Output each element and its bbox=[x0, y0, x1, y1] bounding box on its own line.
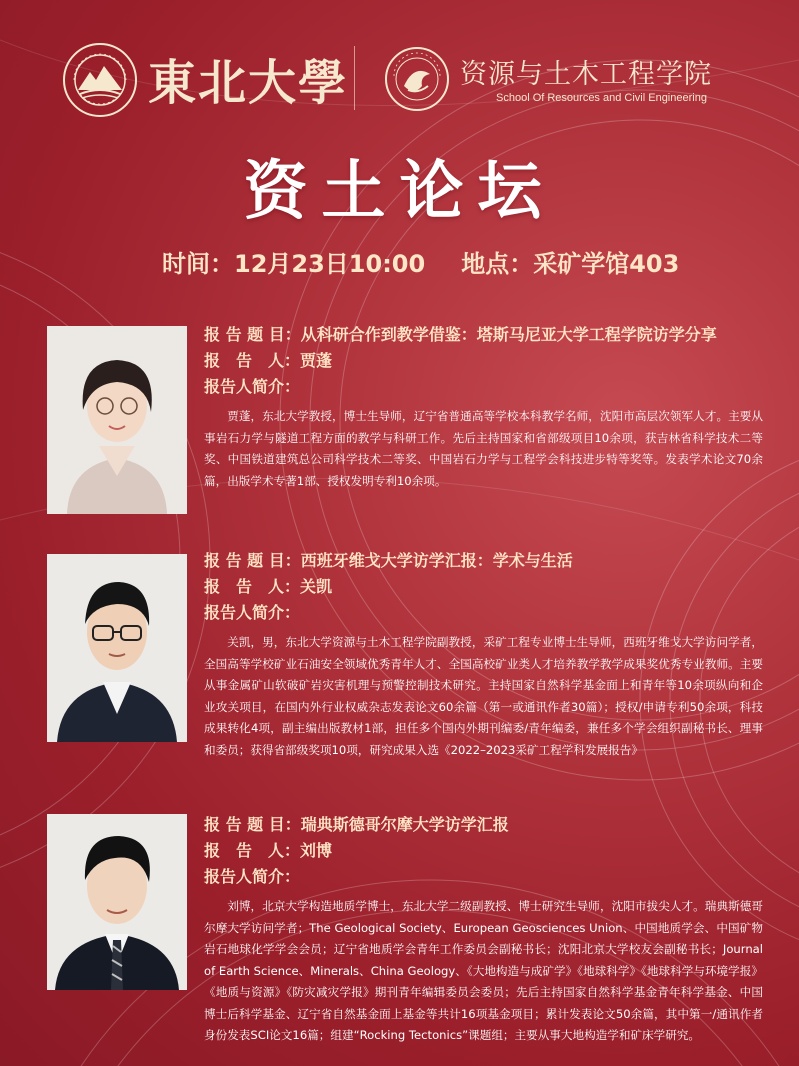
intro-label: 报告人简介： bbox=[204, 867, 301, 886]
speaker-info bbox=[204, 322, 763, 492]
speaker-label: 报 告 人： bbox=[204, 577, 301, 596]
speaker-line bbox=[204, 348, 763, 374]
intro-label: 报告人简介： bbox=[204, 377, 301, 396]
speaker-label: 报 告 人： bbox=[204, 351, 301, 370]
speaker-label: 报 告 人： bbox=[204, 841, 301, 860]
forum-title: 资土论坛 bbox=[243, 155, 556, 229]
topic-label: 报 告 题 目： bbox=[204, 325, 301, 344]
event-time: 时间：12月23日10:00 bbox=[162, 250, 426, 278]
report-topic: 西班牙维戈大学访学汇报：学术与生活 bbox=[300, 551, 573, 570]
report-topic-line bbox=[204, 322, 763, 348]
speaker-name: 贾蓬 bbox=[300, 351, 333, 370]
university-name: 東北大學 bbox=[148, 55, 349, 111]
report-topic: 从科研合作到教学借鉴：塔斯马尼亚大学工程学院访学分享 bbox=[300, 325, 717, 344]
school-logo bbox=[384, 46, 450, 112]
speaker-name: 刘博 bbox=[300, 841, 333, 860]
university-seal-logo bbox=[62, 42, 138, 118]
topic-label: 报 告 题 目： bbox=[204, 815, 301, 834]
speaker-photo bbox=[47, 814, 187, 990]
topic-label: 报 告 题 目： bbox=[204, 551, 301, 570]
report-topic-line bbox=[204, 548, 763, 574]
speaker-photo bbox=[47, 554, 187, 742]
report-topic-line bbox=[204, 812, 763, 838]
speaker-bio: 关凯，男，东北大学资源与土木工程学院副教授，采矿工程专业博士生导师，西班牙维戈大学访问学者，全国高等学校矿业石油安全领域优秀青年人才、全国高校矿业类人才培养教学教学成果奖优秀专业教师。主要从事金属矿山软破矿岩灾害机理与预警控制技术研究。主持国家自然科学基金面上和青年等10余项纵向和企业攻关项目，在国内外行业权威杂志发表论文60余篇（第一或通讯作者30篇）；授权/申请专利50余项，科技成果转化4项，副主编出版教材1部，担任多个国内外期刊编委/青年编委，兼任多个学会组织副秘书长、理事和委员；获得省部级奖项10项，研究成果入选《2022–2023采矿工程学科发展报告》 bbox=[204, 635, 763, 757]
event-info bbox=[162, 244, 679, 279]
speaker-name: 关凯 bbox=[300, 577, 333, 596]
intro-label: 报告人简介： bbox=[204, 603, 301, 622]
speaker-line bbox=[204, 838, 763, 864]
speaker-info bbox=[204, 548, 763, 761]
header-divider bbox=[354, 46, 355, 110]
speaker-line bbox=[204, 574, 763, 600]
header bbox=[62, 38, 737, 118]
event-place: 地点：采矿学馆403 bbox=[461, 250, 680, 278]
speaker-photo bbox=[47, 326, 187, 514]
school-name-en: School Of Resources and Civil Engineering bbox=[496, 92, 707, 104]
school-name-cn: 资源与土木工程学院 bbox=[460, 59, 712, 90]
speaker-bio: 刘博，北京大学构造地质学博士，东北大学二级副教授、博士研究生导师，沈阳市拔尖人才。瑞典斯德哥尔摩大学访问学者；The Geological Society、European Geosciences Union、中国地质学会、中国矿物岩石地球化学学会会员；辽宁省地质学会青年工作委员会副秘书长；沈阳北京大学校友会副秘书长；Journal of Earth Science、Minerals、China Geology、《大地构造与成矿学》《地球科学》《地球科学与环境学报》《地质与资源》《防灾减灾学报》期刊青年编辑委员会委员；先后主持国家自然科学基金青年科学基金、中国博士后科学基金、辽宁省自然基金面上基金等共计16项基金项目；累计发表论文50余篇，其中第一/通讯作者身份发表SCI论文16篇；组建“Rocking Tectonics”课题组；主要从事大地构造学和矿床学研究。 bbox=[204, 899, 763, 1042]
report-topic: 瑞典斯德哥尔摩大学访学汇报 bbox=[300, 815, 509, 834]
speaker-bio: 贾蓬，东北大学教授，博士生导师，辽宁省普通高等学校本科教学名师，沈阳市高层次领军人才。主要从事岩石力学与隧道工程方面的教学与科研工作。先后主持国家和省部级项目10余项，获吉林省科学技术二等奖、中国铁道建筑总公司科学技术二等奖、中国岩石力学与工程学会科技进步特等奖等。发表学术论文70余篇，出版学术专著1部、授权发明专利10余项。 bbox=[204, 409, 763, 488]
speaker-info bbox=[204, 812, 763, 1047]
